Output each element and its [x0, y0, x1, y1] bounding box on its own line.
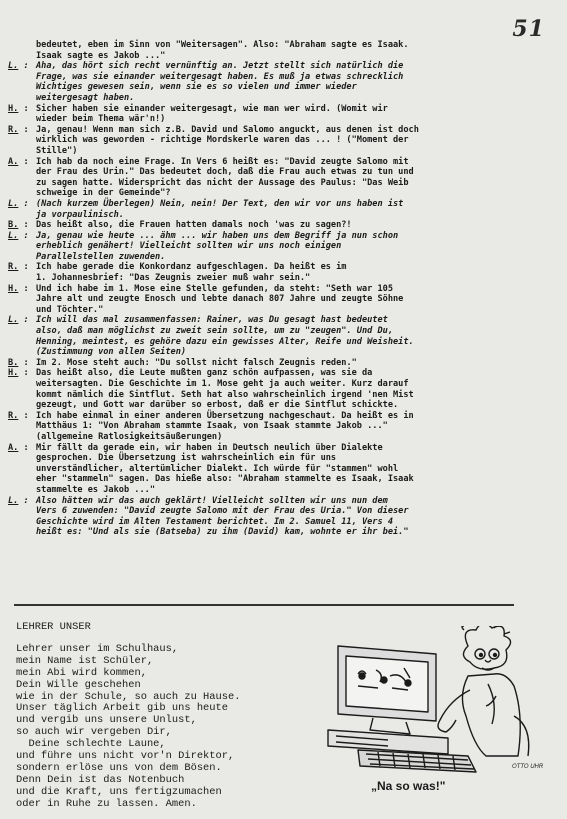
speaker-label: L. :	[8, 230, 29, 241]
dialog-text: Ja, genau wie heute ... ähm ... wir haben uns dem Begriff ja nun schon erheblich genähert! Vielleicht sollten wir uns noch einigen Parallelstellen zuwenden.	[36, 230, 399, 262]
poem-line: und führe uns nicht vor'n Direktor,	[16, 750, 235, 763]
dialog-entry	[8, 157, 508, 199]
dialog-entry	[8, 368, 508, 410]
dialog-text: Sicher haben sie einander weitergesagt, wie man wer wird. (Womit wir wieder beim Thema wär'n!)	[36, 103, 388, 125]
dialog-text: Das heißt also, die Leute mußten ganz schön aufpassen, was sie da weitersagten. Die Geschichte im 1. Mose geht ja auch weiter. Kurz darauf kommt nämlich die Sintflut. Seth hat also wahrscheinlich irgend 'nen Mist gezeugt, und Gott war darüber so erbost, daß er die Sintflut schickte.	[36, 368, 414, 411]
page-number: 51	[512, 16, 545, 42]
poem-line: wie in der Schule, so auch zu Hause.	[16, 690, 241, 703]
dialog-entry	[8, 443, 508, 496]
speaker-label: L. :	[8, 61, 29, 72]
speaker-label: B. :	[8, 357, 29, 368]
separator-line	[14, 604, 514, 606]
speaker-label	[8, 40, 36, 61]
speaker-label: L. :	[8, 198, 29, 209]
speaker-label: L. :	[8, 495, 29, 506]
dialog-entry	[8, 411, 508, 443]
speaker-label: H. :	[8, 368, 29, 379]
poem-line: mein Name ist Schüler,	[16, 654, 154, 667]
dialog-entry	[8, 358, 508, 369]
dialog-entry	[8, 284, 508, 316]
poem-title: LEHRER UNSER	[16, 621, 91, 633]
illustration-caption: „Na so was!"	[371, 779, 446, 793]
speaker-label: R. :	[8, 410, 29, 421]
dialog-text: (Nach kurzem Überlegen) Nein, nein! Der Text, den wir vor uns haben ist ja vorpaulinisch.	[36, 198, 404, 220]
speaker-label: A. :	[8, 156, 29, 167]
poem-line: Unser täglich Arbeit gib uns heute	[16, 702, 229, 715]
poem-line: und vergib uns unsere Unlust,	[16, 714, 197, 727]
poem-line: mein Abi wird kommen,	[16, 666, 147, 679]
speaker-label: R. :	[8, 124, 29, 135]
dialog-text: Ich habe einmal in einer anderen Übersetzung nachgeschaut. Da heißt es in Matthäus 1: "Von Abraham stammte Isaak, von Isaak stammte Jakob ..." (allgemeine Ratlosigkeitsäußerungen)	[36, 410, 414, 442]
poem-line: Dein Wille geschehen	[16, 678, 141, 691]
speaker-label: H. :	[8, 103, 29, 114]
dialog-text: Im 2. Mose steht auch: "Du sollst nicht falsch Zeugnis reden."	[36, 357, 357, 368]
dialog-text: Ich hab da noch eine Frage. In Vers 6 heißt es: "David zeugte Salomo mit der Frau des Urin." Das bedeutet doch, daß die Frau auch etwas zu tun und zu sagen hatte. Widerspricht das nicht der Aussage des Paulus: "Das Weib schweige in der Gemeinde"?	[36, 156, 414, 199]
dialog-section	[8, 40, 508, 538]
poem-body	[16, 644, 316, 811]
speaker-label: B. :	[8, 220, 29, 231]
poem-line: Denn Dein ist das Notenbuch	[16, 773, 185, 786]
illustration-signature: OTTO UHR	[512, 764, 543, 770]
dialog-text: Das heißt also, die Frauen hatten damals noch 'was zu sagen?!	[36, 220, 352, 231]
dialog-text: Ja, genau! Wenn man sich z.B. David und Salomo anguckt, aus denen ist doch wirklich was geworden - richtige Mordskerle waren das ... ! ("Moment der Stille")	[36, 124, 419, 156]
dialog-entry	[8, 496, 508, 538]
dialog-text: Ich habe gerade die Konkordanz aufgeschlagen. Da heißt es im 1. Johannesbrief: "Das Zeugnis zweier muß wahr sein."	[36, 262, 347, 284]
poem-line: sondern erlöse uns von dem Bösen.	[16, 761, 222, 774]
poem-line: und die Kraft, uns fertigzumachen	[16, 785, 222, 798]
dialog-entry	[8, 199, 508, 220]
poem-line: oder in Ruhe zu lassen. Amen.	[16, 797, 197, 810]
poem-line: so auch wir vergeben Dir,	[16, 726, 172, 739]
dialog-text: Ich will das mal zusammenfassen: Rainer, was Du gesagt hast bedeutet also, daß man möglichst zu zweit sein sollte, um zu "zeugen". Und Du, Henning, meintest, es gehöre dazu ein gewisses Alter, Reife und Weisheit. (Zustimmung von allen Seiten)	[36, 315, 414, 358]
dialog-text: bedeutet, eben im Sinn von "Weitersagen". Also: "Abraham sagte es Isaak. Isaak sagte es Jakob ..."	[36, 40, 409, 61]
dialog-entry	[8, 104, 508, 125]
dialog-entry	[8, 125, 508, 157]
speaker-label: R. :	[8, 262, 29, 273]
dialog-entry	[8, 231, 508, 263]
poem-line: Deine schlechte Laune,	[16, 738, 166, 751]
dialog-text: Also hätten wir das auch geklärt! Vielleicht sollten wir uns nun dem Vers 6 zuwenden: "David zeugte Salomo mit der Frau des Uria." Von dieser Geschichte wird im Alten Testament berichtet. Im 2. Samuel 11, Vers 4 heißt es: "Und als sie (Batseba) zu ihm (David) kam, wohnte er ihr bei."	[36, 495, 409, 538]
dialog-entry	[8, 40, 508, 61]
speaker-label: H. :	[8, 283, 29, 294]
dialog-entry	[8, 262, 508, 283]
poem	[16, 622, 316, 811]
poem-line: Lehrer unser im Schulhaus,	[16, 642, 179, 655]
cartoon-computer-illustration	[318, 626, 543, 776]
speaker-label: L. :	[8, 315, 29, 326]
speaker-label: A. :	[8, 442, 29, 453]
dialog-text: Aha, das hört sich recht vernünftig an. Jetzt stellt sich natürlich die Frage, was sie einander weitergesagt haben. Es muß ja etwas schrecklich Wichtiges gewesen sein, wenn sie es so vielen und immer wieder weitergesagt haben.	[36, 61, 404, 103]
dialog-entry	[8, 315, 508, 357]
dialog-entry	[8, 220, 508, 231]
dialog-entry	[8, 61, 508, 103]
dialog-text: Und ich habe im 1. Mose eine Stelle gefunden, da steht: "Seth war 105 Jahre alt und zeugte Enosch und lebte danach 807 Jahre und zeugte Söhne und Töchter."	[36, 283, 404, 315]
dialog-text: Mir fällt da gerade ein, wir haben in Deutsch neulich über Dialekte gesprochen. Die Übersetzung ist wahrscheinlich ein für uns unverständlicher, altertümlicher Dialekt. Ich würde für "stammen" wohl eher "stammeln" sagen. Das hieße also: "Abraham stammelte es Isaak, Isaak stammelte es Jakob ..."	[36, 442, 414, 495]
